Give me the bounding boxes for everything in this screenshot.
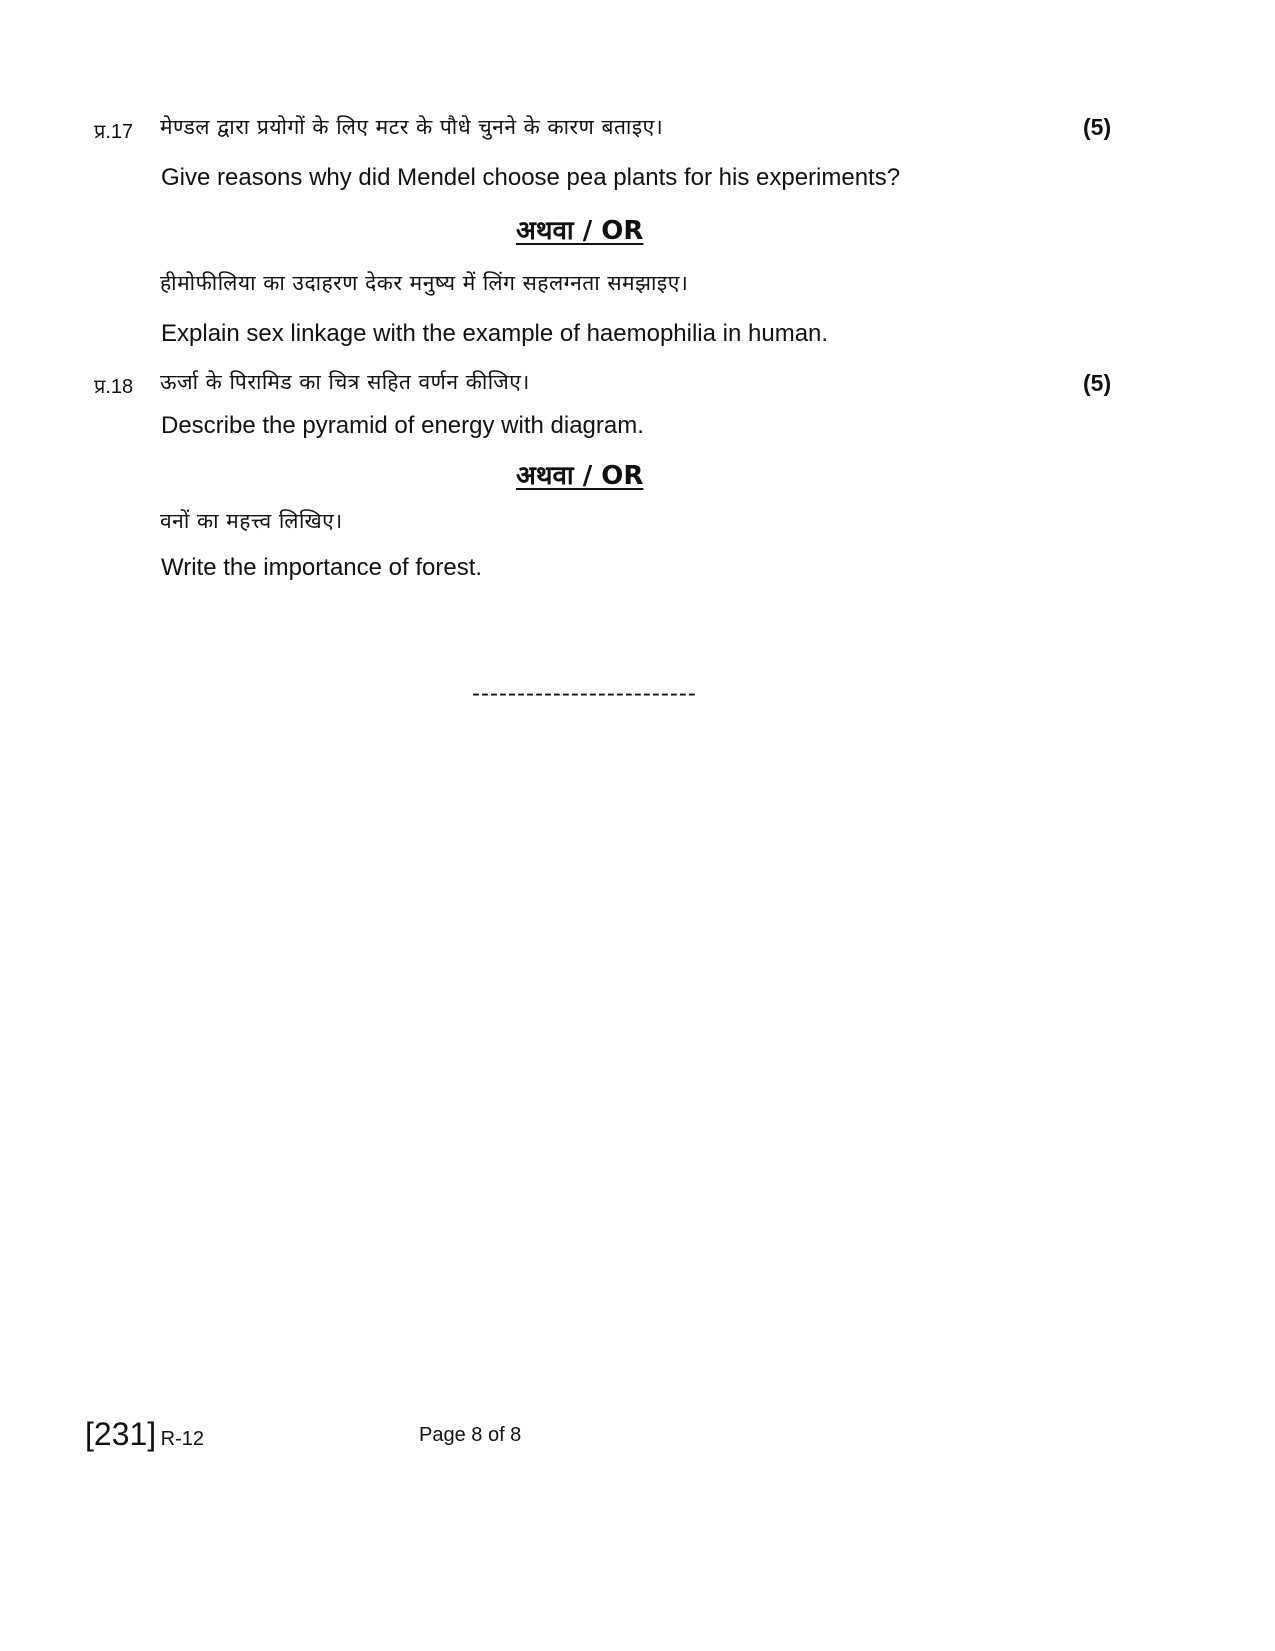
paper-code: [231] [85,1416,157,1452]
question-18-english-text: Describe the pyramid of energy with diagram. [161,412,644,439]
question-18-marks: (5) [1083,370,1112,396]
question-17-alt-hindi-text: हीमोफीलिया का उदाहरण देकर मनुष्य में लिंग सहलग्नता समझाइए। [160,271,689,295]
series-code: R-12 [160,1428,204,1450]
question-17-english-text: Give reasons why did Mendel choose pea plants for his experiments? [161,164,901,191]
question-18-number: प्र.18 [94,376,134,398]
question-17-marks: (5) [1083,114,1112,140]
question-18-alt-english-text: Write the importance of forest. [161,554,483,581]
footer-codes [85,1416,204,1453]
page-number: Page 8 of 8 [419,1424,522,1446]
question-17-hindi-text: मेण्डल द्वारा प्रयोगों के लिए मटर के पौधे चुनने के कारण बताइए। [160,115,664,139]
end-of-paper-divider: ------------------------- [472,680,697,707]
question-17-or-heading: अथवा / OR [516,216,644,246]
question-17-number: प्र.17 [94,121,134,143]
question-18-hindi-text: ऊर्जा के पिरामिड का चित्र सहित वर्णन कीजिए। [160,370,530,394]
question-18-or-heading: अथवा / OR [516,461,644,491]
question-17-alt-english-text: Explain sex linkage with the example of haemophilia in human. [161,320,829,347]
question-18-alt-hindi-text: वनों का महत्त्व लिखिए। [160,509,343,533]
